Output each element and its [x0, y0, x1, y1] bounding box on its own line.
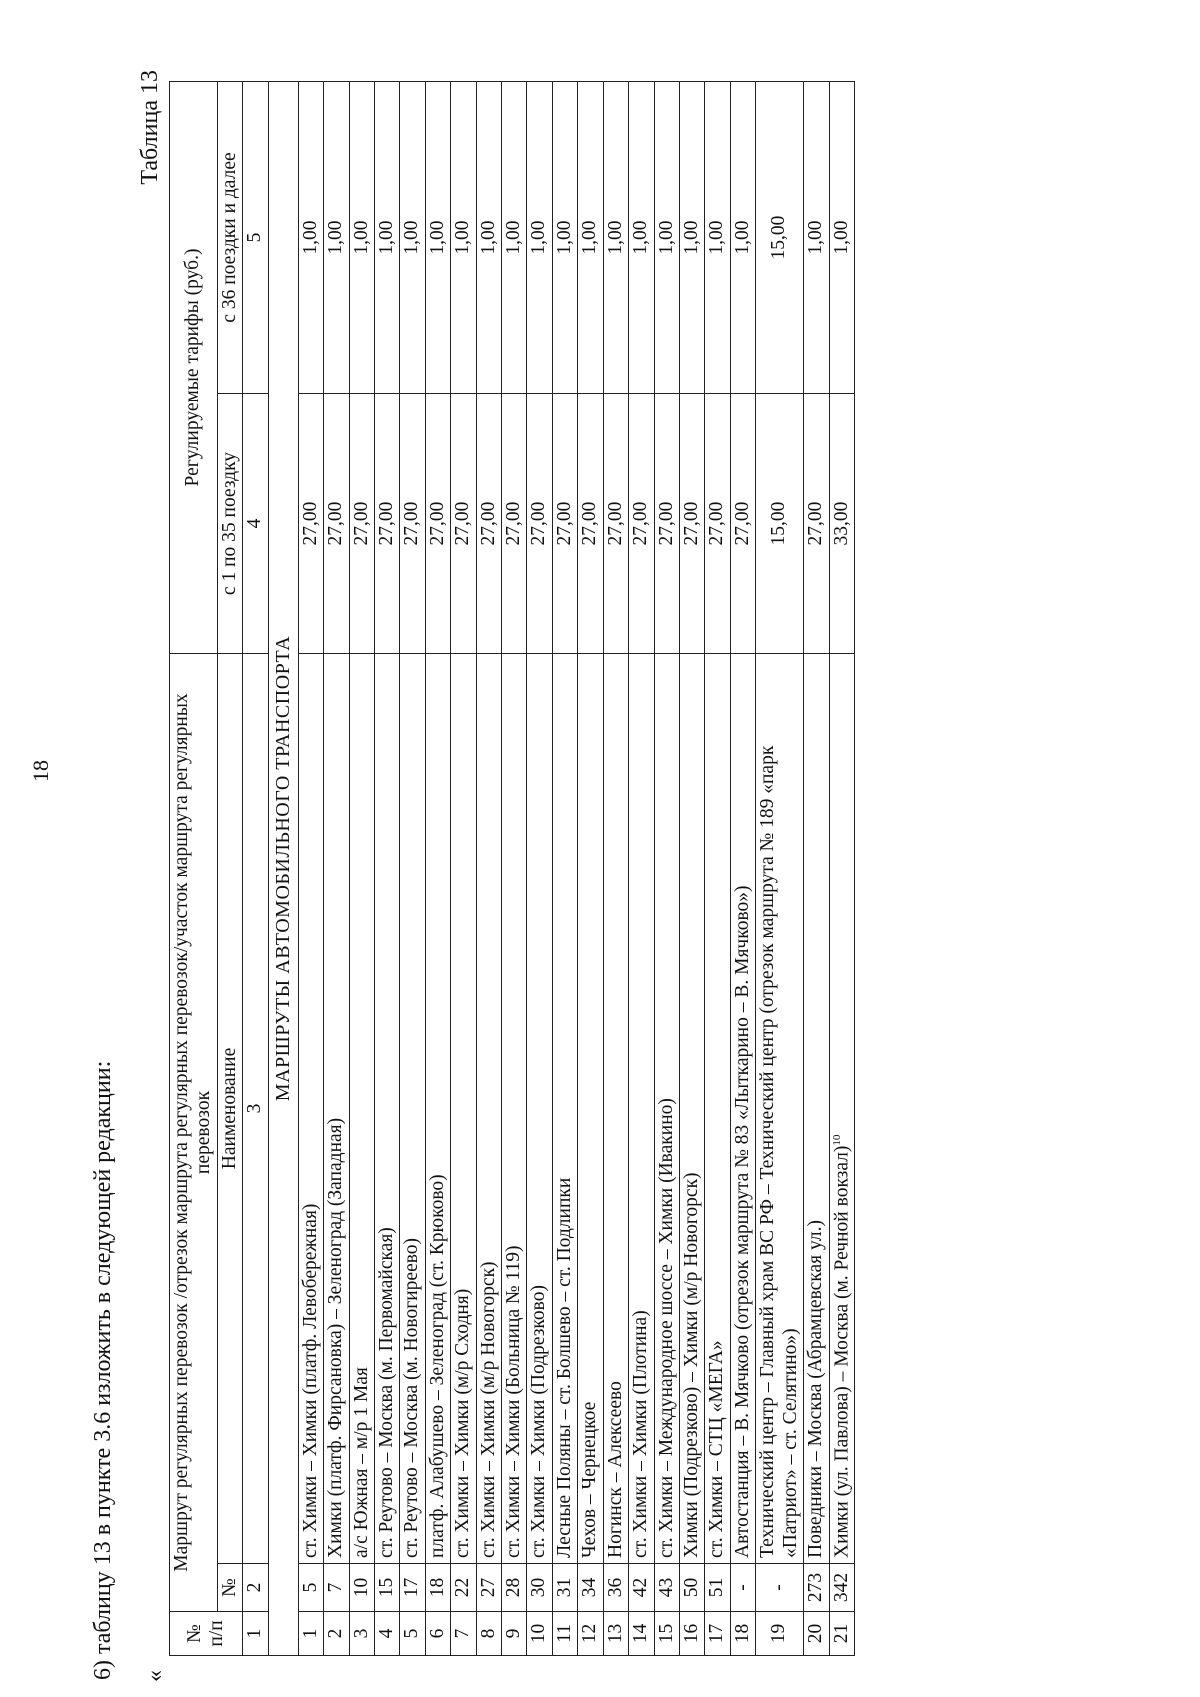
- row-route-name-text: ст. Химки – Химки (платф. Левобережная): [299, 1203, 321, 1558]
- row-tariff-36-text: 1,00: [706, 220, 728, 255]
- row-pp-text: 19: [768, 1623, 790, 1644]
- row-tariff-36: [603, 82, 628, 394]
- row-pp-text: 3: [350, 1628, 372, 1639]
- row-route-number-text: 30: [528, 1577, 550, 1598]
- row-tariff-36: [756, 82, 804, 394]
- row-tariff-36-text: 1,00: [579, 220, 601, 255]
- row-tariff-1-35: [654, 394, 679, 654]
- row-tariff-1-35: [578, 394, 603, 654]
- table-row: [374, 82, 399, 1656]
- row-pp: [804, 1612, 829, 1656]
- row-tariff-1-35-text: 27,00: [452, 501, 474, 546]
- row-route-name: [603, 654, 628, 1564]
- row-pp: [705, 1612, 730, 1656]
- row-tariff-36: [829, 82, 855, 394]
- row-tariff-36: [705, 82, 730, 394]
- row-pp: [451, 1612, 476, 1656]
- row-route-number: [680, 1564, 705, 1612]
- row-tariff-36-text: 1,00: [401, 220, 423, 255]
- row-route-number-text: 18: [426, 1577, 448, 1598]
- row-route-name: [400, 654, 425, 1564]
- row-tariff-36-text: 1,00: [477, 220, 499, 255]
- row-route-number-text: 342: [830, 1572, 852, 1603]
- row-route-number: [502, 1564, 527, 1612]
- row-pp-text: 5: [401, 1628, 423, 1639]
- row-route-name-text: Ногинск – Алексеево: [604, 1381, 626, 1558]
- row-route-number-text: -: [731, 1584, 753, 1591]
- row-tariff-1-35: [451, 394, 476, 654]
- row-pp-text: 7: [452, 1628, 474, 1639]
- section-title: МАРШРУТЫ АВТОМОБИЛЬНОГО ТРАНСПОРТА: [268, 82, 298, 1656]
- row-tariff-36-text: 1,00: [452, 220, 474, 255]
- row-route-name-text: ст. Химки – Химки (Плотина): [630, 1310, 652, 1558]
- table-row: [578, 82, 603, 1656]
- row-route-name-text: Химки (Подрезково) – Химки (м/р Новогорск): [681, 1172, 703, 1558]
- row-tariff-36: [476, 82, 501, 394]
- row-tariff-1-35-text: 27,00: [681, 501, 703, 546]
- row-route-name: [552, 654, 577, 1564]
- table-row: [804, 82, 829, 1656]
- row-pp: [829, 1612, 855, 1656]
- intro-line: 6) таблицу 13 в пункте 3.6 изложить в следующей редакции:: [90, 1060, 116, 1680]
- row-tariff-36: [629, 82, 654, 394]
- row-tariff-36: [552, 82, 577, 394]
- row-route-name-text: ст. Химки – СТЦ «МЕГА»: [706, 1340, 728, 1558]
- row-route-number-text: 17: [401, 1577, 423, 1598]
- row-tariff-36: [804, 82, 829, 394]
- row-pp-text: 11: [553, 1624, 575, 1643]
- row-route-number: [603, 1564, 628, 1612]
- table-title: Таблица 13: [137, 70, 163, 185]
- column-numbers-row: [243, 82, 268, 1656]
- row-route-number: [324, 1564, 349, 1612]
- row-route-name-text: ст. Химки – Международное шоссе – Химки (Ивакино): [655, 1098, 677, 1558]
- row-pp-text: 14: [630, 1623, 652, 1644]
- row-tariff-1-35-text: 27,00: [579, 501, 601, 546]
- row-route-name-text: а/с Южная – м/р 1 Мая: [350, 1367, 372, 1558]
- row-pp: [756, 1612, 804, 1656]
- row-tariff-1-35-text: 27,00: [325, 501, 347, 546]
- row-route-number: [804, 1564, 829, 1612]
- row-tariff-1-35-text: 27,00: [604, 501, 626, 546]
- row-tariff-36: [425, 82, 450, 394]
- row-route-name: [349, 654, 374, 1564]
- row-tariff-36-text: 1,00: [375, 220, 397, 255]
- row-pp-text: 17: [706, 1623, 728, 1644]
- row-route-number: [654, 1564, 679, 1612]
- row-tariff-36-text: 15,00: [768, 215, 790, 260]
- table-row: [829, 82, 855, 1656]
- row-tariff-1-35: [298, 394, 323, 654]
- row-pp: [349, 1612, 374, 1656]
- table-row: [324, 82, 349, 1656]
- row-route-name: [527, 654, 552, 1564]
- row-pp-text: 10: [528, 1623, 550, 1644]
- row-route-number: [476, 1564, 501, 1612]
- row-route-name: [680, 654, 705, 1564]
- row-tariff-36: [349, 82, 374, 394]
- row-route-number-text: 43: [655, 1577, 677, 1598]
- row-route-name-text: ст. Химки – Химки (м/р Сходня): [452, 1288, 474, 1558]
- row-route-name: [756, 654, 804, 1564]
- row-route-number: [349, 1564, 374, 1612]
- row-pp: [680, 1612, 705, 1656]
- row-pp: [502, 1612, 527, 1656]
- column-number: 2: [243, 1564, 268, 1612]
- row-route-number: [400, 1564, 425, 1612]
- row-pp: [654, 1612, 679, 1656]
- row-pp-text: 18: [731, 1623, 753, 1644]
- row-route-name-text: ст. Реутово – Москва (м. Новогиреево): [401, 1237, 423, 1558]
- row-tariff-1-35: [705, 394, 730, 654]
- table-row: [349, 82, 374, 1656]
- row-route-number-text: 28: [503, 1577, 525, 1598]
- row-pp: [603, 1612, 628, 1656]
- row-route-name-text: Химки (ул. Павлова) – Москва (м. Речной вокзал): [831, 1145, 853, 1558]
- row-route-number-text: 7: [325, 1582, 347, 1593]
- row-pp: [400, 1612, 425, 1656]
- row-route-name-text: Чехов – Чернецкое: [579, 1401, 601, 1558]
- row-pp: [527, 1612, 552, 1656]
- row-tariff-36: [578, 82, 603, 394]
- table-row: [298, 82, 323, 1656]
- row-tariff-36: [502, 82, 527, 394]
- row-route-number: [527, 1564, 552, 1612]
- row-tariff-1-35: [552, 394, 577, 654]
- header-trips-1-35: с 1 по 35 поездку: [217, 394, 242, 654]
- column-number: 1: [243, 1612, 268, 1656]
- row-tariff-1-35-text: 27,00: [655, 501, 677, 546]
- row-tariff-36-text: 1,00: [655, 220, 677, 255]
- row-tariff-1-35: [527, 394, 552, 654]
- row-tariff-1-35-text: 27,00: [731, 501, 753, 546]
- row-tariff-36-text: 1,00: [553, 220, 575, 255]
- row-tariff-1-35-text: 27,00: [805, 501, 827, 546]
- row-tariff-36: [324, 82, 349, 394]
- table-row: [680, 82, 705, 1656]
- row-tariff-1-35-text: 27,00: [477, 501, 499, 546]
- row-route-name-text: Автостанция – В. Мячково (отрезок маршрута № 83 «Лыткарино – В. Мячково»): [731, 885, 753, 1558]
- row-route-number: [374, 1564, 399, 1612]
- row-tariff-1-35-text: 27,00: [553, 501, 575, 546]
- row-tariff-1-35-text: 27,00: [630, 501, 652, 546]
- row-pp: [578, 1612, 603, 1656]
- row-tariff-36: [400, 82, 425, 394]
- row-pp-text: 8: [477, 1628, 499, 1639]
- row-tariff-1-35: [502, 394, 527, 654]
- row-route-name-text: ст. Химки – Химки (Больница № 119): [503, 1245, 525, 1558]
- row-route-number: [578, 1564, 603, 1612]
- row-route-number-text: 27: [477, 1577, 499, 1598]
- row-pp-text: 6: [426, 1628, 448, 1639]
- row-pp-text: 4: [375, 1628, 397, 1639]
- row-route-number-text: 42: [630, 1577, 652, 1598]
- footnote-marker: 10: [830, 1134, 843, 1146]
- row-pp-text: 15: [655, 1623, 677, 1644]
- header-num: №: [217, 1564, 242, 1612]
- row-route-name-text: ст. Реутово – Москва (м. Первомайская): [375, 1227, 397, 1558]
- row-route-name: [629, 654, 654, 1564]
- row-tariff-36-text: 1,00: [805, 220, 827, 255]
- row-tariff-1-35: [629, 394, 654, 654]
- header-row-1: [170, 82, 218, 1656]
- row-tariff-36-text: 1,00: [325, 220, 347, 255]
- row-tariff-36: [374, 82, 399, 394]
- row-route-name-text: Лесные Поляны – ст. Болшево – ст. Подлипки: [553, 1177, 575, 1558]
- header-trips-36: с 36 поездки и далее: [217, 82, 242, 394]
- rotated-page-content: [90, 58, 1130, 1680]
- row-tariff-1-35: [349, 394, 374, 654]
- row-pp-text: 1: [299, 1628, 321, 1639]
- row-route-number-text: 31: [553, 1577, 575, 1598]
- tariff-table: [169, 81, 855, 1656]
- row-route-number: [552, 1564, 577, 1612]
- section-row: [268, 82, 298, 1656]
- row-route-number-text: 36: [604, 1577, 626, 1598]
- row-route-name: [298, 654, 323, 1564]
- table-row: [527, 82, 552, 1656]
- row-tariff-36-text: 1,00: [503, 220, 525, 255]
- row-tariff-1-35-text: 27,00: [706, 501, 728, 546]
- table-row: [629, 82, 654, 1656]
- header-pp: № п/п: [170, 1612, 243, 1656]
- row-tariff-1-35-text: 27,00: [350, 501, 372, 546]
- row-pp: [730, 1612, 755, 1656]
- row-route-name-text: ст. Химки – Химки (м/р Новогорск): [477, 1261, 499, 1558]
- row-route-name: [578, 654, 603, 1564]
- table-row: [502, 82, 527, 1656]
- table-row: [603, 82, 628, 1656]
- row-tariff-1-35: [829, 394, 855, 654]
- row-route-number-text: -: [768, 1584, 790, 1591]
- row-tariff-1-35: [680, 394, 705, 654]
- table-row: [425, 82, 450, 1656]
- row-tariff-36: [451, 82, 476, 394]
- row-route-name: [705, 654, 730, 1564]
- column-number: 3: [243, 654, 268, 1564]
- row-tariff-1-35: [476, 394, 501, 654]
- header-route-group: Маршрут регулярных перевозок /отрезок маршрута регулярных перевозок/участок маршрута регулярных перевозок: [170, 654, 218, 1612]
- row-pp-text: 13: [604, 1623, 626, 1644]
- row-tariff-36-text: 1,00: [426, 220, 448, 255]
- row-route-number-text: 34: [579, 1577, 601, 1598]
- row-tariff-36-text: 1,00: [350, 220, 372, 255]
- row-route-number-text: 10: [350, 1577, 372, 1598]
- row-tariff-1-35: [400, 394, 425, 654]
- row-tariff-36: [298, 82, 323, 394]
- row-pp: [298, 1612, 323, 1656]
- row-route-number-text: 50: [681, 1577, 703, 1598]
- row-route-name: [374, 654, 399, 1564]
- row-tariff-36-text: 1,00: [681, 220, 703, 255]
- row-tariff-1-35: [324, 394, 349, 654]
- header-row-2: [217, 82, 242, 1656]
- row-tariff-36-text: 1,00: [630, 220, 652, 255]
- header-name: Наименование: [217, 654, 242, 1564]
- table-row: [400, 82, 425, 1656]
- row-tariff-1-35: [603, 394, 628, 654]
- row-tariff-1-35-text: 27,00: [503, 501, 525, 546]
- row-route-number: [730, 1564, 755, 1612]
- row-tariff-1-35: [374, 394, 399, 654]
- row-tariff-1-35-text: 15,00: [768, 501, 790, 546]
- row-route-name: [730, 654, 755, 1564]
- row-pp: [629, 1612, 654, 1656]
- row-route-number: [451, 1564, 476, 1612]
- row-tariff-1-35-text: 27,00: [375, 501, 397, 546]
- row-route-number: [829, 1564, 855, 1612]
- row-tariff-36: [730, 82, 755, 394]
- row-pp-text: 2: [325, 1628, 347, 1639]
- row-tariff-36-text: 1,00: [830, 220, 852, 255]
- row-pp-text: 16: [681, 1623, 703, 1644]
- row-route-name-text: Химки (платф. Фирсановка) – Зеленоград (Западная): [325, 1117, 347, 1558]
- row-tariff-36-text: 1,00: [731, 220, 753, 255]
- row-tariff-1-35: [804, 394, 829, 654]
- row-route-name: [425, 654, 450, 1564]
- row-route-number: [629, 1564, 654, 1612]
- column-number: 5: [243, 82, 268, 394]
- row-route-name: [476, 654, 501, 1564]
- row-tariff-1-35-text: 27,00: [426, 501, 448, 546]
- row-route-number: [298, 1564, 323, 1612]
- row-pp: [374, 1612, 399, 1656]
- table-row: [756, 82, 804, 1656]
- row-pp: [476, 1612, 501, 1656]
- row-pp: [552, 1612, 577, 1656]
- page-number: 18: [28, 760, 53, 782]
- row-route-name: [451, 654, 476, 1564]
- row-route-name: [804, 654, 829, 1564]
- column-number: 4: [243, 394, 268, 654]
- row-route-name: [829, 654, 855, 1564]
- table-row: [451, 82, 476, 1656]
- row-tariff-1-35-text: 27,00: [401, 501, 423, 546]
- row-tariff-1-35-text: 27,00: [299, 501, 321, 546]
- row-tariff-36-text: 1,00: [604, 220, 626, 255]
- row-tariff-1-35: [425, 394, 450, 654]
- row-route-number-text: 5: [299, 1582, 321, 1593]
- row-route-name-text: Поведники – Москва (Абрамцевская ул.): [805, 1220, 827, 1558]
- intro-text: [90, 1060, 168, 1682]
- row-pp: [425, 1612, 450, 1656]
- row-tariff-1-35-text: 33,00: [830, 501, 852, 546]
- row-route-number: [705, 1564, 730, 1612]
- row-pp-text: 21: [830, 1623, 852, 1644]
- table-row: [552, 82, 577, 1656]
- row-tariff-36: [654, 82, 679, 394]
- row-route-number-text: 15: [375, 1577, 397, 1598]
- row-route-number-text: 22: [452, 1577, 474, 1598]
- row-pp-text: 9: [503, 1628, 525, 1639]
- row-tariff-1-35: [730, 394, 755, 654]
- table-row: [705, 82, 730, 1656]
- row-route-name-text: Технический центр – Главный храм ВС РФ – Технический центр (отрезок маршрута № 189 «парк «Патриот» – ст. Селятино»): [757, 745, 801, 1558]
- row-route-name-text: платф. Алабушево – Зеленоград (ст. Крюково): [426, 1174, 448, 1558]
- row-tariff-1-35-text: 27,00: [528, 501, 550, 546]
- row-route-name: [324, 654, 349, 1564]
- row-route-name: [654, 654, 679, 1564]
- row-tariff-36-text: 1,00: [299, 220, 321, 255]
- row-route-number: [756, 1564, 804, 1612]
- table-row: [730, 82, 755, 1656]
- header-tariffs-group: Регулируемые тарифы (руб.): [170, 82, 218, 654]
- table-row: [654, 82, 679, 1656]
- row-route-number-text: 51: [706, 1577, 728, 1598]
- opening-quote: «: [142, 1670, 168, 1682]
- row-tariff-36-text: 1,00: [528, 220, 550, 255]
- row-route-name-text: ст. Химки – Химки (Подрезково): [528, 1285, 550, 1558]
- row-route-name: [502, 654, 527, 1564]
- row-tariff-36: [527, 82, 552, 394]
- row-pp-text: 12: [579, 1623, 601, 1644]
- row-route-number: [425, 1564, 450, 1612]
- row-route-number-text: 273: [805, 1572, 827, 1603]
- table-row: [476, 82, 501, 1656]
- row-pp: [324, 1612, 349, 1656]
- row-pp-text: 20: [805, 1623, 827, 1644]
- row-tariff-36: [680, 82, 705, 394]
- row-tariff-1-35: [756, 394, 804, 654]
